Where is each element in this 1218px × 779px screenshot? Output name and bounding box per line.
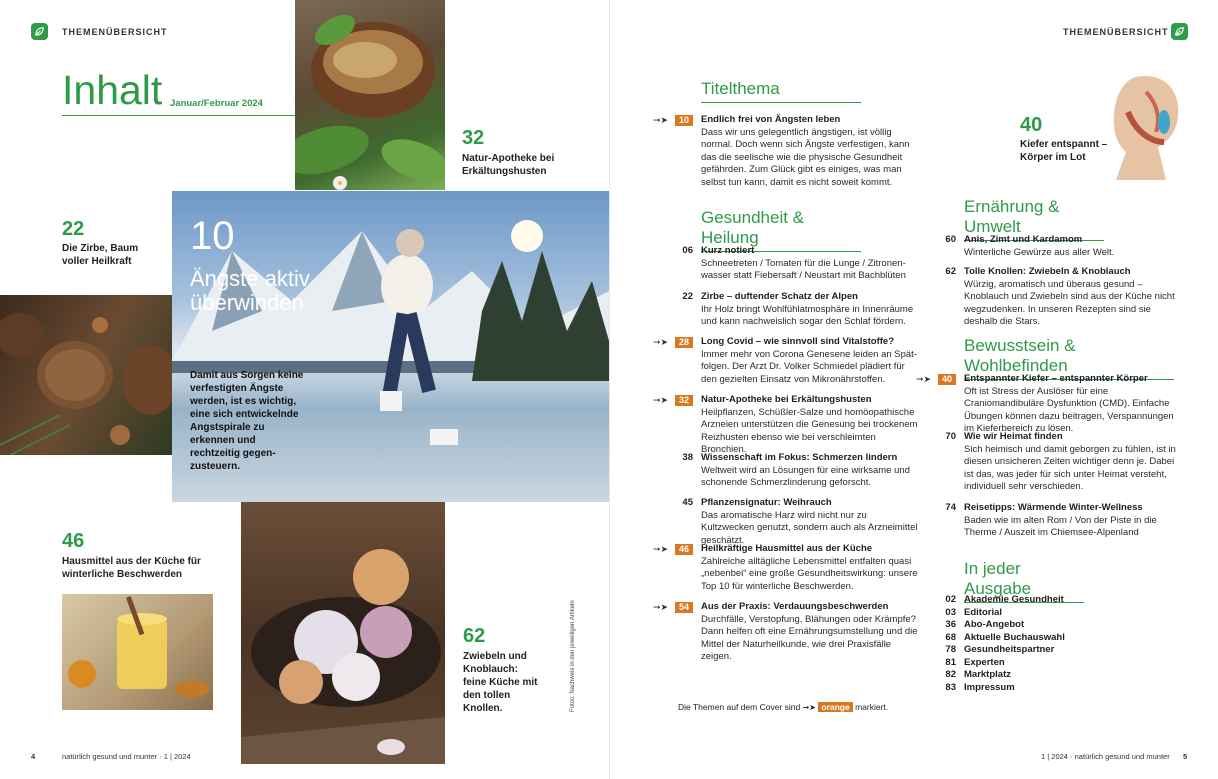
feature-number: 10	[190, 214, 235, 258]
toc-item[interactable]	[916, 373, 1179, 434]
folio-page-number-left: 4	[31, 752, 36, 761]
toc-desc: Winterliche Gewürze aus aller Welt.	[964, 246, 1115, 258]
toc-item[interactable]	[945, 656, 1164, 670]
toc-title: Wissenschaft im Fokus: Schmerzen lindern	[701, 452, 898, 463]
toc-page-number: 74	[945, 502, 956, 513]
toc-title: Pflanzensignatur: Weihrauch	[701, 497, 832, 508]
toc-desc: Zahlreiche alltägliche Lebensmittel entfalten quasi „nebenbei“ eine große Gesundheitswirkung: unsere Top 10 für winterliche Beschwerden.	[701, 555, 918, 592]
toc-page-number: 62	[945, 266, 956, 277]
section-rule	[701, 102, 861, 103]
arrow-icon: ➞➤	[653, 602, 669, 612]
teaser-22-text: Die Zirbe, Baum voller Heilkraft	[62, 243, 139, 267]
onion-garlic-photo	[241, 502, 445, 764]
toc-page-number: 40	[938, 374, 956, 385]
turmeric-latte-photo	[62, 594, 213, 710]
toc-title: Akademie Gesundheit	[964, 594, 1064, 605]
toc-title: Natur-Apotheke bei Erkältungshusten	[701, 394, 872, 405]
folio-text-left: natürlich gesund und munter · 1 | 2024	[62, 752, 191, 761]
toc-desc: Oft ist Stress der Auslöser für eine Craniomandibuläre Dysfunktion (CMD). Einfache Übungen können dazu beitragen, Verspannungen im Kieferbereich zu lösen.	[964, 385, 1174, 434]
teaser-40-text: Kiefer entspannt – Körper im Lot	[1020, 139, 1108, 163]
toc-item[interactable]	[945, 619, 1164, 632]
toc-title: Marktplatz	[964, 669, 1011, 680]
toc-title: Abo-Angebot	[964, 619, 1025, 630]
toc-list-every-issue	[945, 594, 1164, 694]
toc-page-number: 68	[945, 631, 956, 643]
toc-page-number: 54	[675, 602, 693, 613]
toc-page-number: 28	[675, 337, 693, 348]
toc-title: Long Covid – wie sinnvoll sind Vitalstoffe?	[701, 336, 895, 347]
toc-item[interactable]	[945, 669, 1164, 682]
kicker: THEMENÜBERSICHT	[62, 27, 168, 37]
toc-desc: Das aromatische Harz wird nicht nur zu Kultzwecken genutzt, sondern auch als Arzneimittel geschätzt.	[701, 509, 918, 546]
teaser-32-text: Natur-Apotheke bei Erkältungshusten	[462, 153, 555, 177]
toc-page-number: 45	[682, 497, 693, 508]
toc-item[interactable]	[945, 594, 1164, 607]
toc-desc: Dass wir uns gelegentlich ängstigen, ist völlig normal. Doch wenn sich Ängste verfestigen, kann das die seelische wie die physische Gesundheit gefährden. Zum Glück gibt es einiges, was man selbst tun kann, damit es nicht soweit kommt.	[701, 126, 910, 188]
toc-title: Endlich frei von Ängsten leben	[701, 114, 841, 125]
toc-page-number: 70	[945, 431, 956, 442]
teaser-32-number: 32	[462, 127, 485, 149]
toc-item[interactable]	[945, 631, 1164, 645]
toc-desc: Sich heimisch und damit geborgen zu fühlen, ist in diesen unsicheren Zeiten wichtiger denn je. Dabei ist das, was jeder für sich unter Heimat versteht, individuell sehr verschieden.	[964, 443, 1176, 492]
toc-item[interactable]	[945, 502, 1179, 540]
section-title: Titelthema	[701, 79, 780, 98]
cover-note	[678, 702, 888, 712]
arrow-icon: ➞➤	[653, 115, 669, 125]
leaf-icon-right	[1171, 23, 1188, 40]
page-title: Inhalt	[62, 67, 163, 113]
toc-page-number: 22	[682, 291, 693, 302]
teaser-62-number: 62	[463, 625, 486, 647]
photo-credit: Fotos: Nachweis in den jeweiligen Artikeln	[570, 600, 576, 712]
cover-note-orange-badge: orange	[818, 702, 852, 712]
toc-item[interactable]	[945, 266, 1179, 329]
toc-title: Aktuelle Buchauswahl	[964, 631, 1065, 643]
toc-page-number: 02	[945, 594, 956, 605]
toc-item[interactable]	[945, 606, 1164, 620]
toc-item[interactable]	[653, 543, 921, 601]
toc-title: Editorial	[964, 606, 1003, 618]
toc-page-number: 36	[945, 619, 956, 630]
toc-title: Wie wir Heimat finden	[964, 431, 1063, 442]
toc-title: Impressum	[964, 681, 1015, 693]
feature-headline-2: überwinden	[190, 290, 304, 315]
teaser-40-number: 40	[1020, 114, 1043, 136]
title-rule	[62, 115, 295, 116]
folio-text-right: 1 | 2024 · natürlich gesund und munter	[1041, 752, 1170, 761]
toc-list-ernaehrung	[945, 234, 1179, 329]
arrow-icon: ➞➤	[802, 703, 816, 712]
arrow-icon: ➞➤	[653, 337, 669, 347]
pine-cone-photo	[0, 295, 172, 455]
section-title: Ernährung & Umwelt	[964, 197, 1060, 236]
teaser-62-text: Zwiebeln und Knoblauch: feine Küche mit den tollen Knollen.	[463, 651, 538, 714]
toc-item[interactable]	[682, 452, 921, 497]
section-title: Bewusstsein & Wohlbefinden	[964, 336, 1076, 375]
toc-title: Zirbe – duftender Schatz der Alpen	[701, 291, 858, 302]
toc-list-titelthema	[653, 114, 921, 189]
toc-page-number: 03	[945, 606, 956, 618]
toc-page-number: 60	[945, 234, 956, 245]
cover-note-pre: Die Themen auf dem Cover sind	[678, 702, 801, 712]
feature-body: Damit aus Sorgen keine verfestigten Ängste werden, ist es wichtig, eine sich entwickelnde Angstspirale zu erkennen und rechtzeitig gegen-zusteuern.	[190, 370, 304, 472]
toc-title: Reisetipps: Wärmende Winter-Wellness	[964, 502, 1143, 513]
kicker-right: THEMENÜBERSICHT	[1063, 27, 1169, 37]
toc-page-number: 82	[945, 669, 956, 680]
section-titelthema-heading	[701, 79, 861, 103]
toc-page-number: 10	[675, 115, 693, 126]
toc-page-number: 32	[675, 395, 693, 406]
toc-page-number: 06	[682, 245, 693, 256]
toc-item[interactable]	[945, 681, 1164, 695]
issue-date: Januar/Februar 2024	[170, 98, 263, 109]
toc-page-number: 46	[675, 544, 693, 555]
teaser-22-number: 22	[62, 218, 85, 240]
arrow-icon: ➞➤	[653, 395, 669, 405]
section-title: In jeder Ausgabe	[964, 559, 1032, 598]
toc-item[interactable]	[653, 394, 921, 455]
toc-list-gesundheit	[653, 245, 921, 662]
jaw-anatomy-image	[1106, 72, 1188, 180]
teaser-46-number: 46	[62, 530, 85, 552]
toc-item[interactable]	[682, 245, 921, 291]
toc-title: Heilkräftige Hausmittel aus der Küche	[701, 543, 873, 554]
toc-desc: Ihr Holz bringt Wohlfühlatmosphäre in Innenräume und kann nachweislich sogar den Schlaf fördern.	[701, 303, 914, 327]
toc-title: Tolle Knollen: Zwiebeln & Knoblauch	[964, 266, 1131, 277]
toc-item[interactable]	[653, 114, 921, 189]
toc-title: Gesundheitspartner	[964, 644, 1055, 655]
toc-desc: Würzig, aromatisch und überaus gesund – Knoblauch und Zwiebeln sind aus der Küche nicht wegzudenken. In unseren Rezepten sind sie deshalb die Stars.	[964, 278, 1175, 327]
feature-headline-1: Ängste aktiv	[190, 266, 310, 291]
folio-page-number-right: 5	[1183, 752, 1188, 761]
toc-item[interactable]	[945, 431, 1179, 502]
toc-page-number: 83	[945, 681, 956, 693]
toc-desc: Schneetreten / Tomaten für die Lunge / Zitronen-wasser statt Fiebersaft / Neustart mit Bachblüten	[701, 257, 906, 281]
herb-bowl-photo	[295, 0, 445, 190]
leaf-icon	[31, 23, 48, 40]
toc-title: Entspannter Kiefer – entspannter Körper	[964, 373, 1148, 384]
teaser-46-text: Hausmittel aus der Küche für winterliche Beschwerden	[62, 556, 201, 580]
cover-note-post: markiert.	[855, 702, 889, 712]
right-page	[609, 0, 1218, 779]
arrow-icon: ➞➤	[916, 374, 932, 384]
toc-item[interactable]	[682, 497, 921, 546]
toc-desc: Immer mehr von Corona Genesene leiden an Spät-folgen. Der Arzt Dr. Volker Schmiedel plädiert für den gezielten Einsatz von Mikronährstoffen.	[701, 348, 917, 385]
toc-item[interactable]	[653, 336, 921, 394]
ice-skater-feature-photo	[172, 191, 609, 502]
toc-title: Experten	[964, 656, 1005, 668]
toc-title: Kurz notiert	[701, 245, 755, 256]
toc-list-bewusstsein	[916, 373, 1179, 540]
toc-item[interactable]	[945, 234, 1179, 266]
toc-item[interactable]	[945, 644, 1164, 657]
toc-title: Aus der Praxis: Verdauungsbeschwerden	[701, 601, 889, 612]
toc-title: Anis, Zimt und Kardamom	[964, 234, 1083, 245]
toc-desc: Weltweit wird an Lösungen für eine wirksame und schonende Schmerzlinderung geforscht.	[701, 464, 910, 488]
toc-page-number: 38	[682, 452, 693, 463]
toc-item[interactable]	[653, 601, 921, 662]
toc-desc: Durchfälle, Verstopfung, Blähungen oder Krämpfe? Dann helfen oft eine Ernährungsumstellung und die Mittel der Naturheilkunde, wie drei Praxisfälle zeigen.	[701, 613, 918, 662]
toc-desc: Heilpflanzen, Schüßler-Salze und homöopathische Arzneien unterstützen die Genesung bei trockenem Reizhusten ebenso wie bei verschleimten Bronchien.	[701, 406, 918, 455]
section-title: Gesundheit & Heilung	[701, 208, 805, 247]
toc-page-number: 81	[945, 656, 956, 668]
toc-page-number: 78	[945, 644, 956, 655]
arrow-icon: ➞➤	[653, 544, 669, 554]
toc-item[interactable]	[682, 291, 921, 336]
toc-desc: Baden wie im alten Rom / Von der Piste in die Therme / Auszeit im Chiemsee-Alpenland	[964, 514, 1157, 538]
